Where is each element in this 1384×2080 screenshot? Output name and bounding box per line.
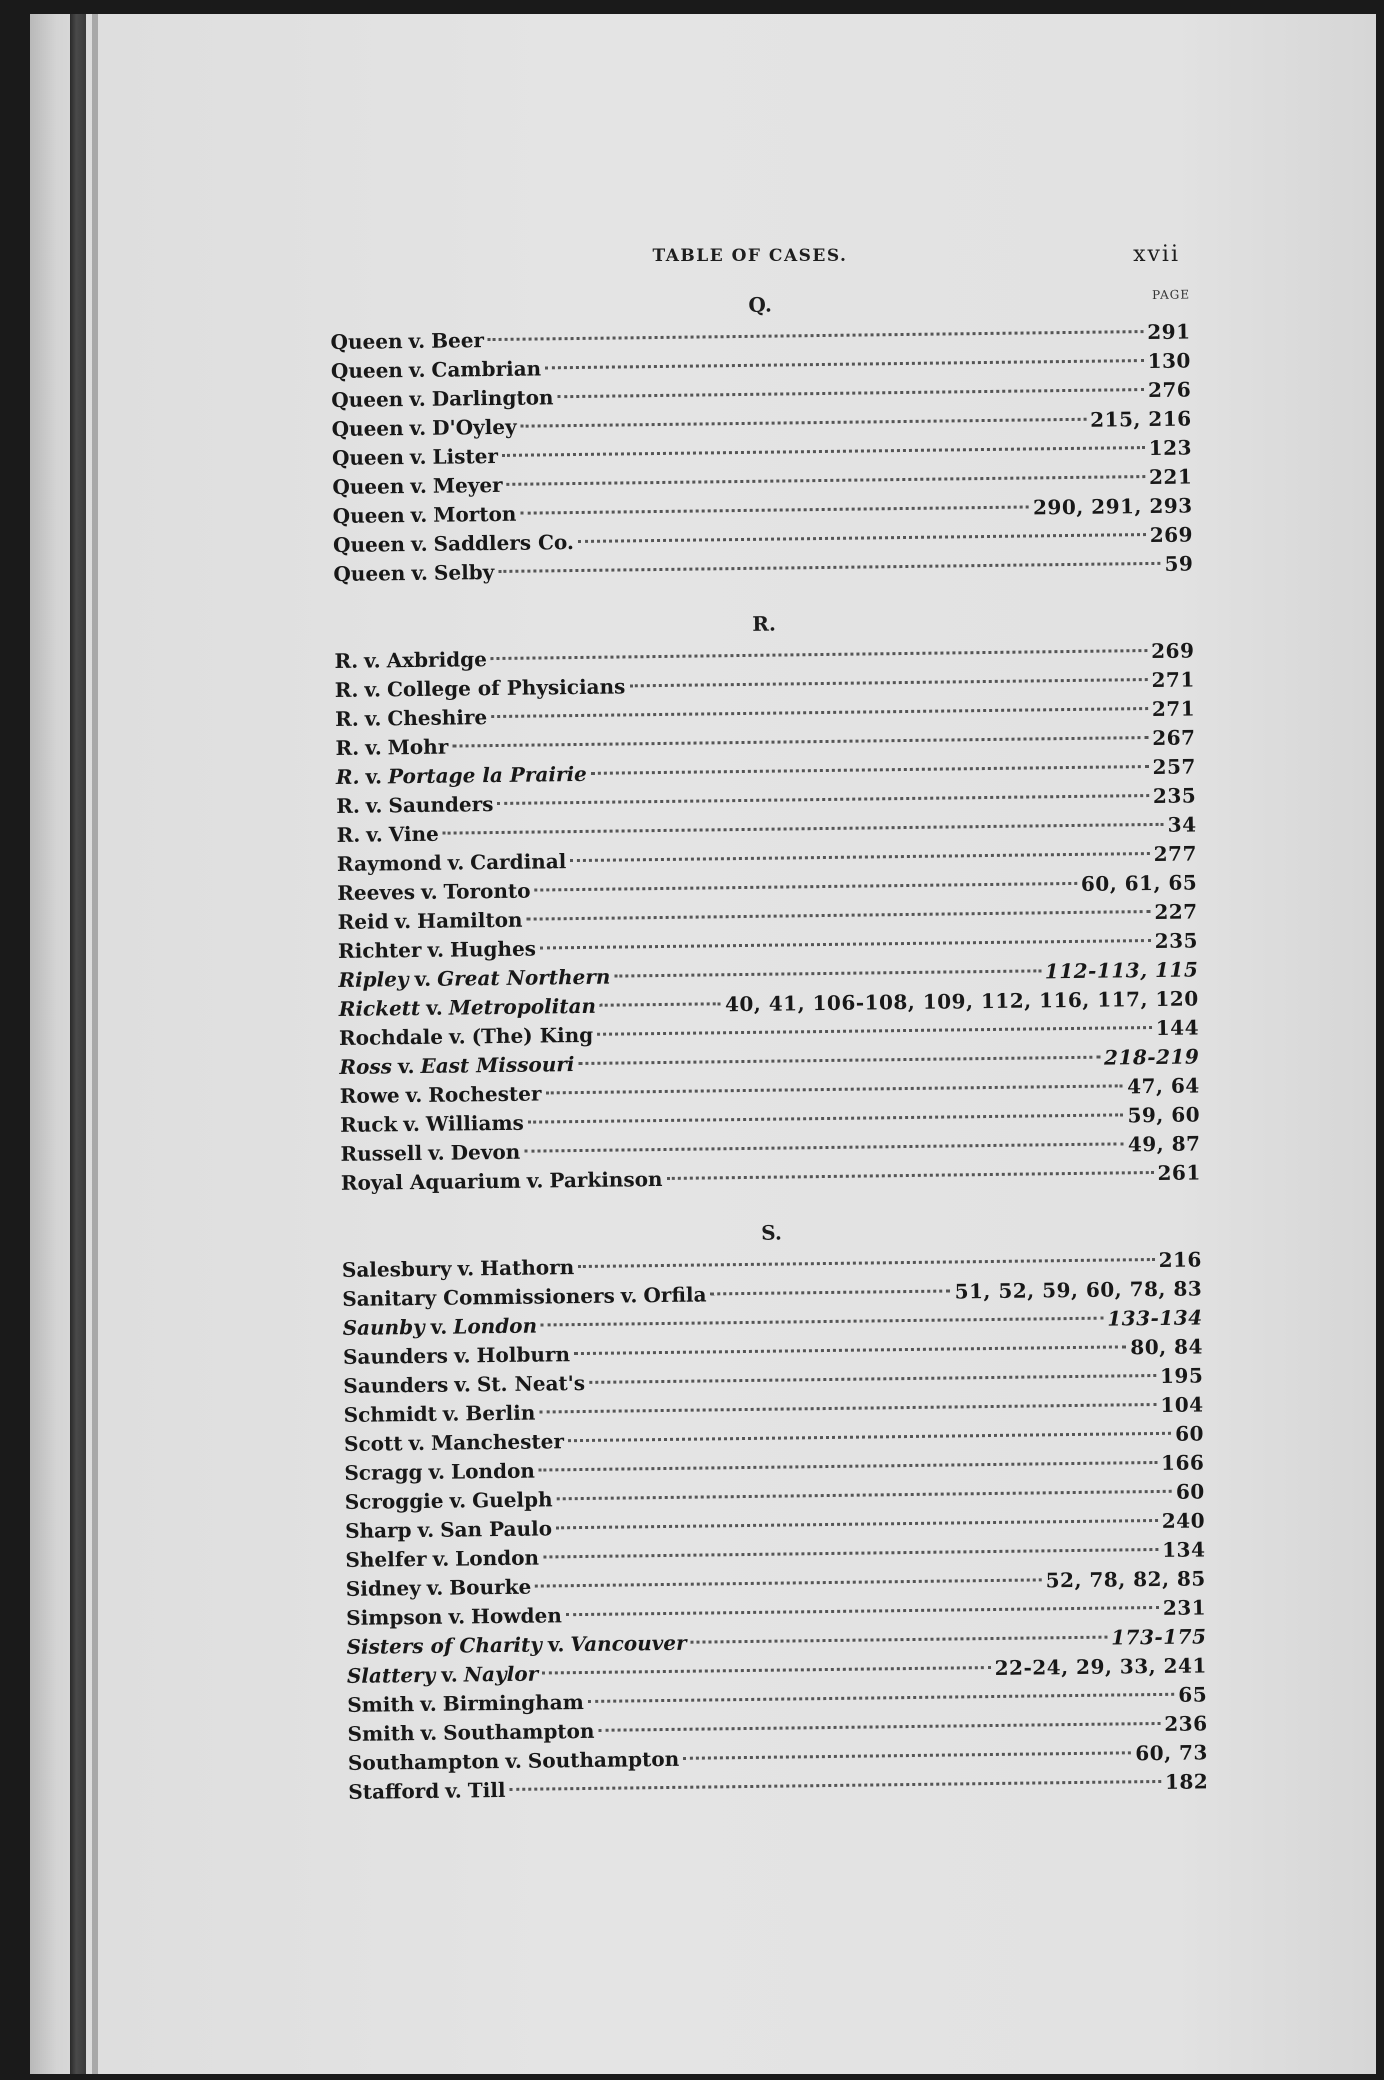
defendant: Hughes bbox=[449, 936, 537, 962]
versus: v. bbox=[394, 909, 412, 934]
page-header bbox=[320, 242, 1180, 276]
page-references: 235 bbox=[1152, 783, 1197, 808]
plaintiff: Queen bbox=[331, 387, 404, 412]
page-references: 221 bbox=[1148, 464, 1193, 490]
plaintiff: Rickett bbox=[338, 995, 421, 1021]
page-references: 269 bbox=[1151, 638, 1195, 663]
defendant: London bbox=[455, 1545, 540, 1571]
plaintiff: Russell bbox=[340, 1140, 423, 1166]
defendant: Southampton bbox=[527, 1746, 680, 1773]
plaintiff: R. bbox=[334, 648, 359, 673]
plaintiff: Reid bbox=[337, 909, 389, 934]
versus: v. bbox=[365, 764, 383, 789]
versus: v. bbox=[366, 822, 383, 847]
versus: v. bbox=[426, 1575, 444, 1600]
page-references: 290, 291, 293 bbox=[1032, 493, 1193, 520]
versus: v. bbox=[448, 1604, 466, 1629]
defendant: Cardinal bbox=[470, 849, 567, 875]
versus: v. bbox=[409, 386, 426, 412]
plaintiff: R. bbox=[335, 735, 360, 760]
dot-leader bbox=[629, 658, 1147, 687]
defendant: Mohr bbox=[387, 734, 449, 760]
plaintiff: Simpson bbox=[346, 1604, 443, 1630]
defendant: Metropolitan bbox=[448, 993, 597, 1020]
page-column-label: PAGE bbox=[1152, 287, 1191, 302]
paper-sheet bbox=[30, 14, 1376, 2074]
page-references: 22-24, 29, 33, 241 bbox=[994, 1653, 1207, 1680]
page-references: 182 bbox=[1164, 1769, 1209, 1794]
defendant: Toronto bbox=[443, 878, 531, 904]
defendant: Williams bbox=[425, 1110, 524, 1136]
plaintiff: Queen bbox=[332, 503, 405, 528]
plaintiff: Sharp bbox=[344, 1518, 412, 1543]
defendant: Birmingham bbox=[442, 1690, 584, 1716]
defendant: Guelph bbox=[471, 1487, 553, 1513]
page-references: 134 bbox=[1162, 1537, 1206, 1562]
defendant: Lister bbox=[432, 443, 499, 469]
plaintiff: Salesbury bbox=[341, 1256, 452, 1282]
versus: v. bbox=[364, 706, 382, 731]
page-references: 59 bbox=[1164, 551, 1194, 576]
plaintiff: Scroggie bbox=[344, 1488, 444, 1514]
page-references: 216 bbox=[1158, 1247, 1203, 1272]
versus: v. bbox=[363, 648, 381, 673]
plaintiff: Reeves bbox=[337, 880, 416, 905]
defendant: Rochester bbox=[428, 1081, 542, 1107]
plaintiff: Ross bbox=[339, 1054, 393, 1079]
defendant: Morton bbox=[433, 501, 517, 527]
page-references: 60 bbox=[1174, 1421, 1205, 1446]
page-references: 133-134 bbox=[1107, 1305, 1203, 1331]
defendant: Cheshire bbox=[387, 705, 488, 731]
page-references: 236 bbox=[1164, 1711, 1208, 1736]
defendant: Orfila bbox=[643, 1282, 707, 1308]
defendant: Devon bbox=[450, 1139, 521, 1165]
page-references: 123 bbox=[1148, 435, 1193, 461]
versus: v. bbox=[442, 1401, 460, 1426]
page-references: 218-219 bbox=[1103, 1044, 1200, 1070]
versus: v. bbox=[427, 937, 445, 962]
dot-leader bbox=[542, 1646, 991, 1674]
dot-leader bbox=[710, 1269, 950, 1295]
defendant: Beer bbox=[430, 328, 485, 353]
page-references: 130 bbox=[1147, 348, 1192, 374]
defendant: Saunders bbox=[388, 792, 494, 818]
versus: v. bbox=[441, 1662, 458, 1687]
page-references: 215, 216 bbox=[1090, 406, 1192, 432]
running-head: TABLE OF CASES. bbox=[652, 246, 848, 266]
plaintiff: Slattery bbox=[346, 1662, 436, 1688]
versus: v. bbox=[410, 531, 428, 557]
versus: v. bbox=[547, 1632, 565, 1657]
defendant: London bbox=[450, 1458, 536, 1484]
dot-leader bbox=[614, 949, 1041, 977]
plaintiff: Ruck bbox=[340, 1112, 398, 1137]
page-references: 276 bbox=[1147, 377, 1192, 403]
versus: v. bbox=[364, 735, 382, 760]
page-references: 240 bbox=[1161, 1508, 1206, 1533]
versus: v. bbox=[365, 793, 383, 818]
versus: v. bbox=[410, 473, 428, 499]
defendant: Holburn bbox=[476, 1342, 571, 1368]
plaintiff: Scott bbox=[343, 1431, 403, 1456]
plaintiff: R. bbox=[335, 764, 360, 789]
page-references: 271 bbox=[1151, 667, 1195, 692]
defendant: Naylor bbox=[463, 1661, 539, 1687]
plaintiff: Sisters of Charity bbox=[346, 1632, 543, 1659]
page-references: 51, 52, 59, 60, 78, 83 bbox=[954, 1276, 1203, 1304]
defendant: Parkinson bbox=[549, 1167, 663, 1193]
page-references: 227 bbox=[1154, 899, 1198, 924]
page-references: 60 bbox=[1175, 1479, 1205, 1504]
defendant: Till bbox=[467, 1777, 506, 1803]
page-references: 60, 73 bbox=[1135, 1740, 1209, 1766]
plaintiff: Raymond bbox=[336, 850, 442, 876]
dot-leader bbox=[683, 1731, 1131, 1759]
plaintiff: Royal Aquarium bbox=[340, 1168, 521, 1195]
page-references: 80, 84 bbox=[1130, 1334, 1204, 1360]
defendant: Berlin bbox=[465, 1400, 536, 1426]
plaintiff: Smith bbox=[347, 1721, 415, 1746]
section-letter: R. bbox=[752, 611, 777, 636]
page-references: 65 bbox=[1178, 1682, 1208, 1707]
versus: v. bbox=[432, 1546, 450, 1571]
defendant: Manchester bbox=[430, 1429, 565, 1455]
versus: v. bbox=[620, 1283, 638, 1308]
plaintiff: R. bbox=[334, 677, 359, 702]
page-references: 144 bbox=[1155, 1015, 1200, 1040]
defendant: Portage la Prairie bbox=[387, 761, 587, 789]
versus: v. bbox=[420, 879, 438, 904]
plaintiff: Sidney bbox=[345, 1575, 421, 1601]
defendant: Axbridge bbox=[386, 647, 488, 673]
defendant: London bbox=[453, 1313, 538, 1339]
dot-leader bbox=[600, 982, 721, 1006]
versus: v. bbox=[448, 1024, 466, 1049]
defendant: Southampton bbox=[443, 1718, 595, 1745]
page-references: 104 bbox=[1160, 1392, 1204, 1417]
defendant: East Missouri bbox=[420, 1052, 575, 1078]
plaintiff: R. bbox=[336, 822, 361, 847]
versus: v. bbox=[414, 966, 432, 992]
versus: v. bbox=[453, 1343, 471, 1368]
defendant: Cambrian bbox=[431, 356, 542, 382]
page-references: 257 bbox=[1152, 754, 1196, 779]
plaintiff: Stafford bbox=[348, 1778, 440, 1804]
page-references: 59, 60 bbox=[1127, 1102, 1201, 1128]
plaintiff: Scragg bbox=[344, 1459, 423, 1485]
defendant: Vancouver bbox=[570, 1630, 687, 1657]
plaintiff: Queen bbox=[332, 474, 405, 499]
versus: v. bbox=[430, 1314, 448, 1339]
plaintiff: Queen bbox=[333, 561, 406, 586]
dot-leader bbox=[666, 1151, 1153, 1180]
page-references: 40, 41, 106-108, 109, 112, 116, 117, 120 bbox=[724, 986, 1199, 1017]
defendant: (The) King bbox=[471, 1022, 594, 1049]
page-references: 52, 78, 82, 85 bbox=[1045, 1566, 1206, 1593]
plaintiff: Schmidt bbox=[343, 1401, 437, 1427]
page-references: 277 bbox=[1153, 841, 1198, 866]
page-references: 291 bbox=[1147, 319, 1191, 345]
versus: v. bbox=[409, 444, 427, 470]
versus: v. bbox=[454, 1372, 472, 1397]
dot-leader bbox=[690, 1616, 1107, 1644]
plaintiff: Rochdale bbox=[338, 1024, 444, 1050]
page-references: 60, 61, 65 bbox=[1080, 870, 1198, 896]
page-references: 173-175 bbox=[1111, 1624, 1207, 1650]
versus: v. bbox=[397, 1054, 415, 1079]
plaintiff: Queen bbox=[331, 445, 405, 470]
versus: v. bbox=[403, 1111, 421, 1137]
section-letter: S. bbox=[760, 1220, 782, 1245]
versus: v. bbox=[526, 1168, 544, 1193]
defendant: San Paulo bbox=[440, 1516, 553, 1542]
plaintiff: Saunby bbox=[342, 1314, 425, 1340]
page-references: 34 bbox=[1167, 812, 1197, 837]
plaintiff: Rowe bbox=[339, 1083, 400, 1108]
plaintiff: R. bbox=[336, 793, 360, 818]
versus: v. bbox=[449, 1488, 467, 1513]
plaintiff: Saunders bbox=[342, 1343, 449, 1369]
plaintiff: R. bbox=[335, 706, 359, 731]
versus: v. bbox=[408, 357, 426, 383]
defendant: Bourke bbox=[449, 1574, 532, 1600]
versus: v. bbox=[364, 677, 382, 702]
versus: v. bbox=[445, 1778, 462, 1803]
versus: v. bbox=[408, 1430, 426, 1456]
plaintiff: Saunders bbox=[343, 1372, 449, 1398]
versus: v. bbox=[505, 1748, 522, 1773]
plaintiff: Queen bbox=[331, 416, 404, 441]
page-references: 269 bbox=[1149, 522, 1194, 548]
defendant: Hathorn bbox=[480, 1255, 575, 1281]
dot-leader bbox=[535, 1558, 1042, 1587]
page-references: 271 bbox=[1151, 696, 1196, 721]
defendant: Howden bbox=[470, 1603, 562, 1629]
defendant: St. Neat's bbox=[476, 1370, 586, 1397]
page-references: 235 bbox=[1154, 928, 1199, 953]
defendant: Great Northern bbox=[436, 964, 611, 991]
versus: v. bbox=[427, 1140, 445, 1165]
page-references: 267 bbox=[1152, 725, 1196, 750]
page-references: 231 bbox=[1162, 1595, 1207, 1620]
versus: v. bbox=[428, 1459, 446, 1484]
page-references: 49, 87 bbox=[1127, 1131, 1201, 1157]
defendant: Vine bbox=[388, 821, 439, 847]
versus: v. bbox=[447, 850, 465, 875]
page-references: 261 bbox=[1157, 1160, 1201, 1185]
plaintiff: Queen bbox=[332, 532, 406, 557]
versus: v. bbox=[409, 415, 427, 441]
page-references: 47, 64 bbox=[1126, 1073, 1200, 1099]
defendant: Selby bbox=[433, 560, 495, 585]
binding-gutter bbox=[70, 14, 86, 2074]
versus: v. bbox=[426, 995, 443, 1020]
section-letter: Q. bbox=[748, 292, 772, 317]
plaintiff: Richter bbox=[337, 937, 422, 963]
table-of-cases bbox=[330, 283, 1208, 1804]
versus: v. bbox=[411, 560, 429, 586]
page-references: 112-113, 115 bbox=[1044, 957, 1199, 984]
page-references: 166 bbox=[1160, 1450, 1205, 1475]
defendant: D'Oyley bbox=[432, 414, 517, 440]
page-references: 195 bbox=[1159, 1363, 1204, 1388]
plaintiff: Queen bbox=[330, 358, 404, 383]
plaintiff: Queen bbox=[330, 329, 403, 354]
versus: v. bbox=[457, 1256, 475, 1281]
defendant: Saddlers Co. bbox=[433, 530, 575, 556]
plaintiff: Shelfer bbox=[345, 1546, 427, 1572]
plaintiff: Southampton bbox=[347, 1749, 500, 1775]
page-number: xvii bbox=[1133, 242, 1180, 267]
dot-leader bbox=[520, 485, 1029, 514]
versus: v. bbox=[420, 1691, 437, 1717]
plaintiff: Smith bbox=[347, 1692, 415, 1717]
defendant: Hamilton bbox=[417, 907, 523, 933]
versus: v. bbox=[408, 328, 426, 354]
defendant: Meyer bbox=[432, 472, 503, 498]
plaintiff: Ripley bbox=[338, 967, 409, 992]
defendant: Darlington bbox=[431, 385, 554, 411]
versus: v. bbox=[417, 1517, 435, 1543]
defendant: College of Physicians bbox=[386, 674, 626, 702]
plaintiff: Sanitary Commissioners bbox=[342, 1283, 615, 1311]
versus: v. bbox=[420, 1720, 438, 1745]
binding-edge bbox=[92, 14, 98, 2074]
versus: v. bbox=[410, 502, 428, 528]
versus: v. bbox=[405, 1082, 423, 1108]
